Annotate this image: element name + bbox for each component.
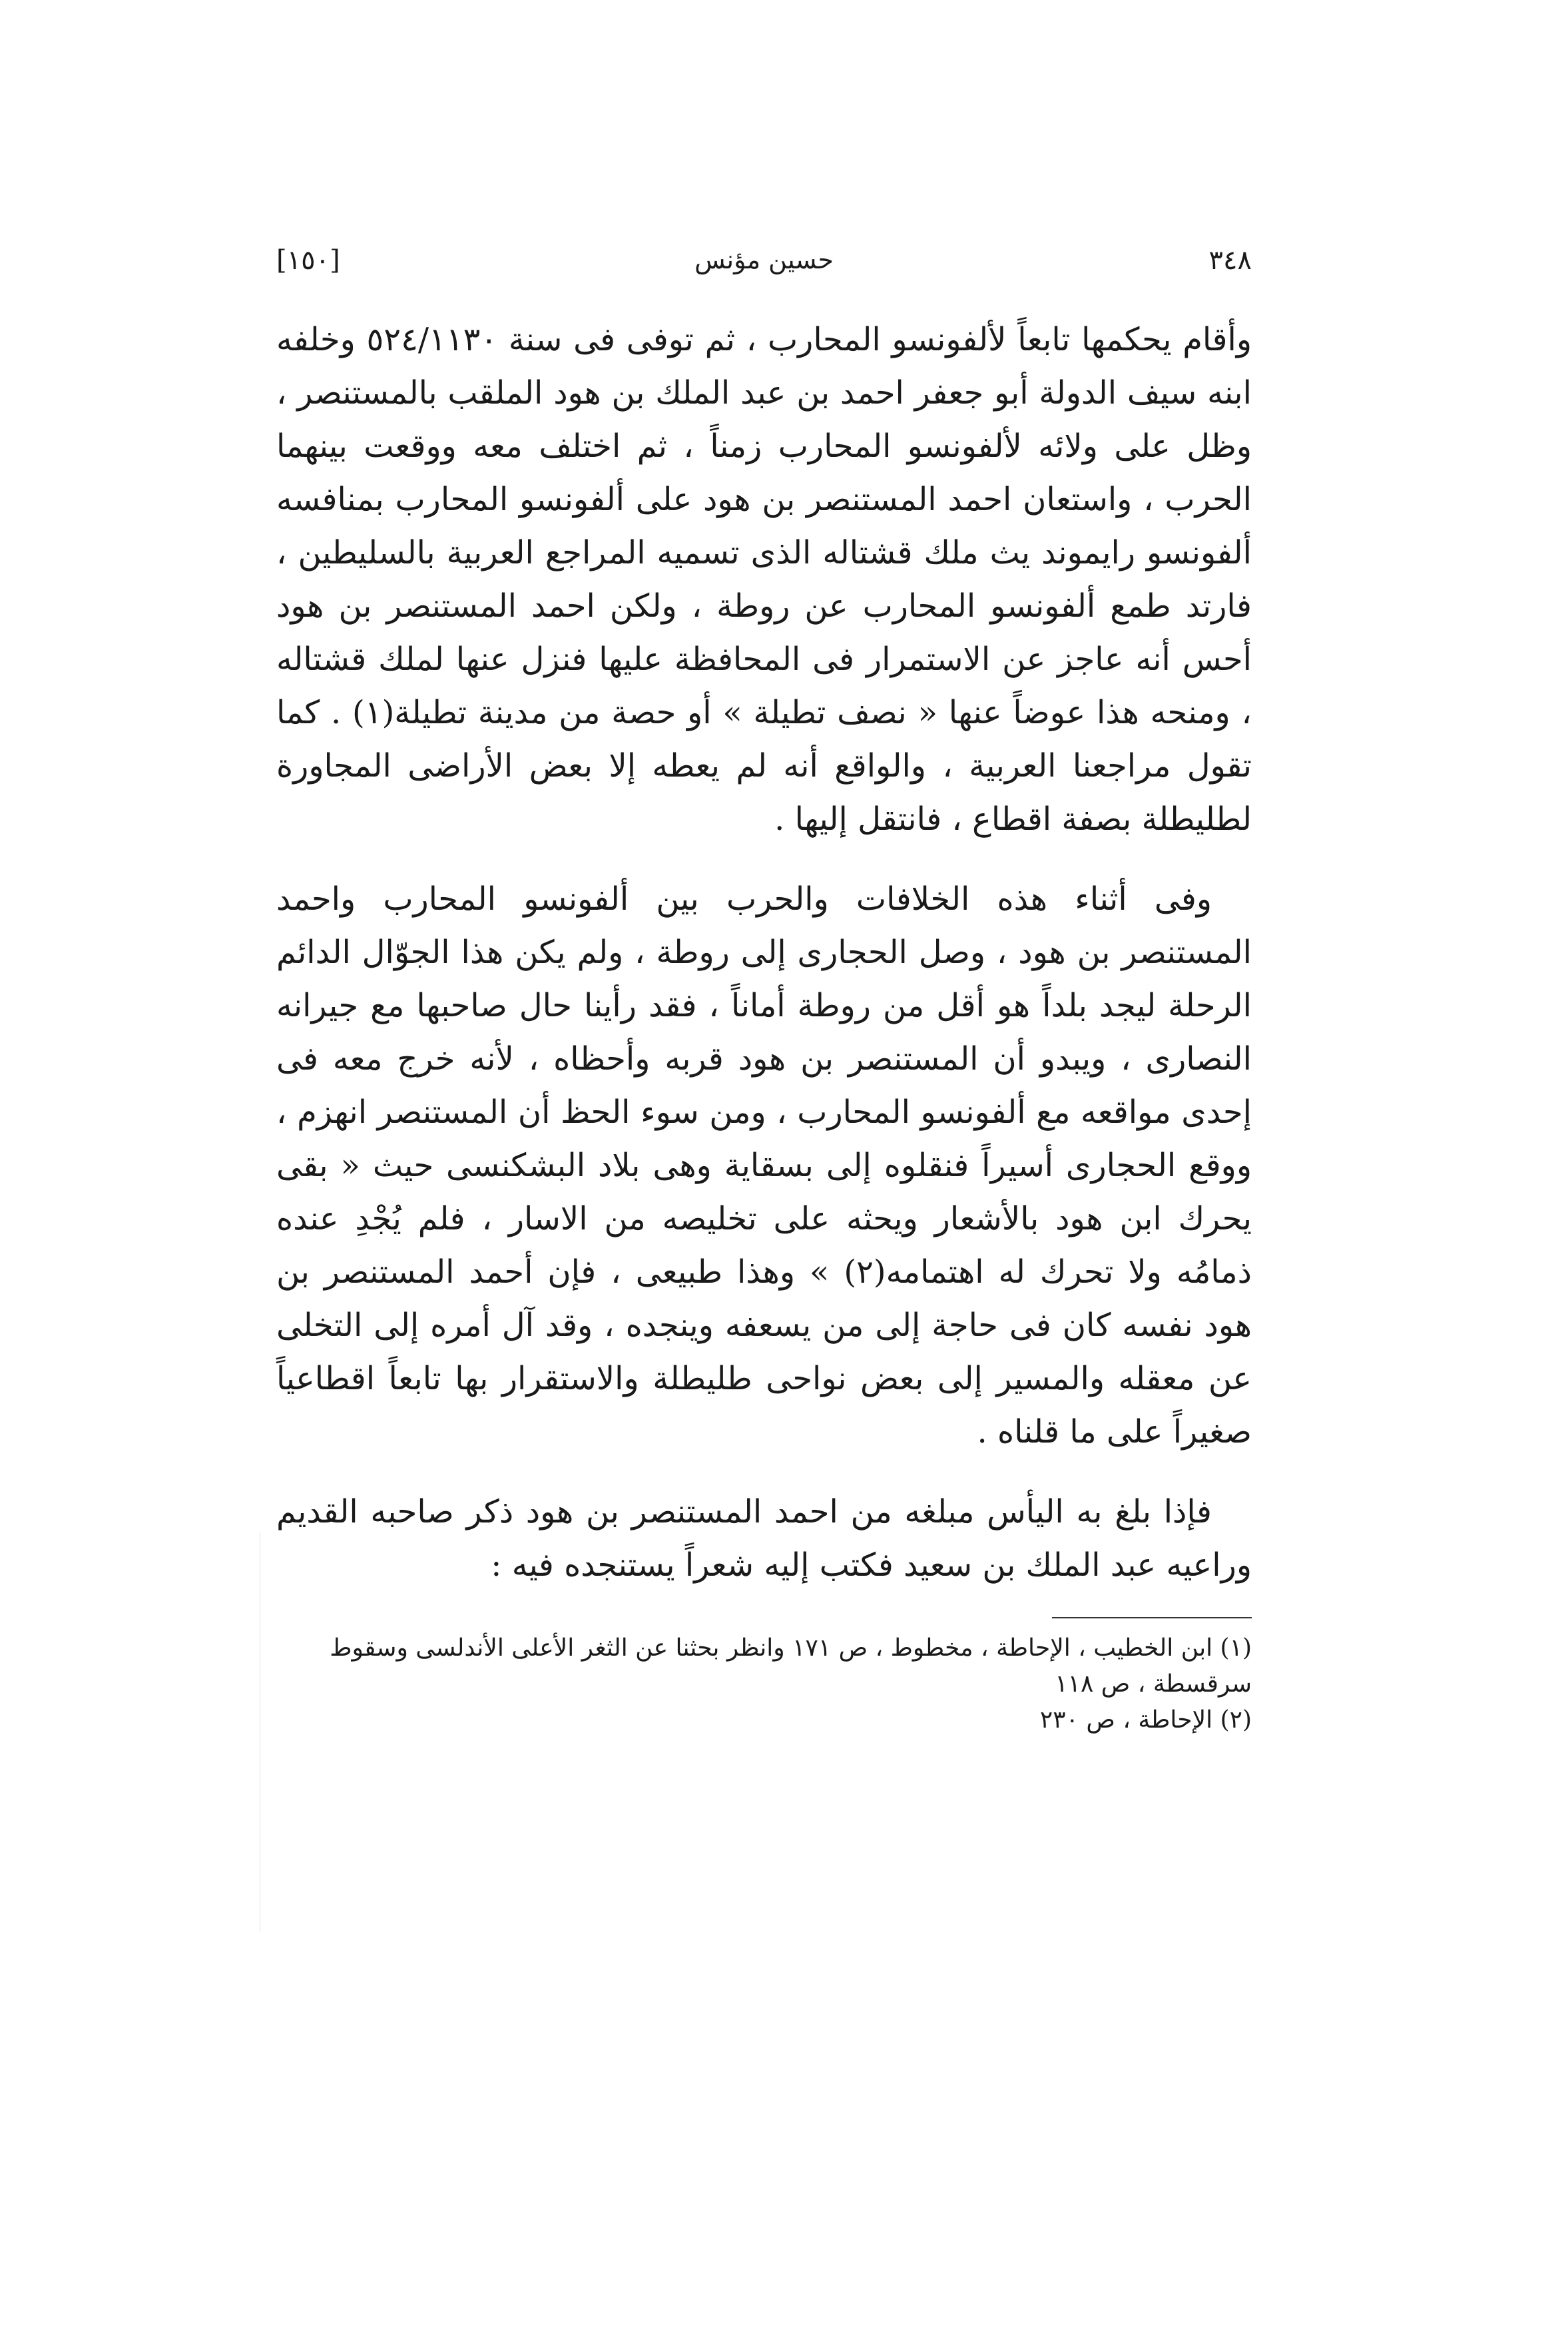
running-head-author: حسين مؤنس (694, 245, 834, 274)
running-header (276, 245, 1252, 285)
main-text (276, 313, 1252, 1592)
paragraph: وأقام يحكمها تابعاً لألفونسو المحارب ، ثم توفى فى سنة ٥٢٤/١١٣٠ وخلفه ابنه سيف الدولة أبو جعفر احمد بن عبد الملك بن هود الملقب بالمستنصر ، وظل على ولائه لألفونسو المحارب زمناً ، ثم اختلف معه ووقعت بينهما الحرب ، واستعان احمد المستنصر بن هود على ألفونسو المحارب بمنافسه ألفونسو رايموند يث ملك قشتاله الذى تسميه المراجع العربية بالسليطين ، فارتد طمع ألفونسو المحارب عن روطة ، ولكن احمد المستنصر بن هود أحس أنه عاجز عن الاستمرار فى المحافظة عليها فنزل عنها لملك قشتاله ، ومنحه هذا عوضاً عنها « نصف تطيلة » أو حصة من مدينة تطيلة(١) . كما تقول مراجعنا العربية ، والواقع أنه لم يعطه إلا بعض الأراضى المجاورة لطليطلة بصفة اقطاع ، فانتقل إليها . (276, 321, 1252, 838)
footnote: (٢) الإحاطة ، ص ٢٣٠ (1039, 1706, 1252, 1734)
paragraph: وفى أثناء هذه الخلافات والحرب بين ألفونسو المحارب واحمد المستنصر بن هود ، وصل الحجارى إلى روطة ، ولم يكن هذا الجوّال الدائم الرحلة ليجد بلداً هو أقل من روطة أماناً ، فقد رأينا حال صاحبها مع جيرانه النصارى ، ويبدو أن المستنصر بن هود قربه وأحظاه ، لأنه خرج معه فى إحدى مواقعه مع ألفونسو المحارب ، ومن سوء الحظ أن المستنصر انهزم ، ووقع الحجارى أسيراً فنقلوه إلى بسقاية وهى بلاد البشكنسى حيث « بقى يحرك ابن هود بالأشعار ويحثه على تخليصه من الاسار ، فلم يُجْدِ عنده ذمامُه ولا تحرك له اهتمامه(٢) » وهذا طبيعى ، فإن أحمد المستنصر بن هود نفسه كان فى حاجة إلى من يسعفه وينجده ، وقد آل أمره إلى التخلى عن معقله والمسير إلى بعض نواحى طليطلة والاستقرار بها تابعاً اقطاعياً صغيراً على ما قلناه . (276, 880, 1252, 1451)
paragraph: فإذا بلغ به اليأس مبلغه من احمد المستنصر بن هود ذكر صاحبه القديم وراعيه عبد الملك بن سعيد فكتب إليه شعراً يستنجده فيه : (276, 1493, 1252, 1584)
footnote-divider (1052, 1617, 1252, 1618)
page-number: ٣٤٨ (1208, 245, 1252, 276)
original-page-number: [١٥٠] (276, 245, 340, 276)
footnotes (276, 1630, 1252, 1738)
footnote: (١) ابن الخطيب ، الإحاطة ، مخطوط ، ص ١٧١ وانظر بحثنا عن الثغر الأعلى الأندلسى وسقوط سرقسطة ، ص ١١٨ (330, 1634, 1252, 1698)
